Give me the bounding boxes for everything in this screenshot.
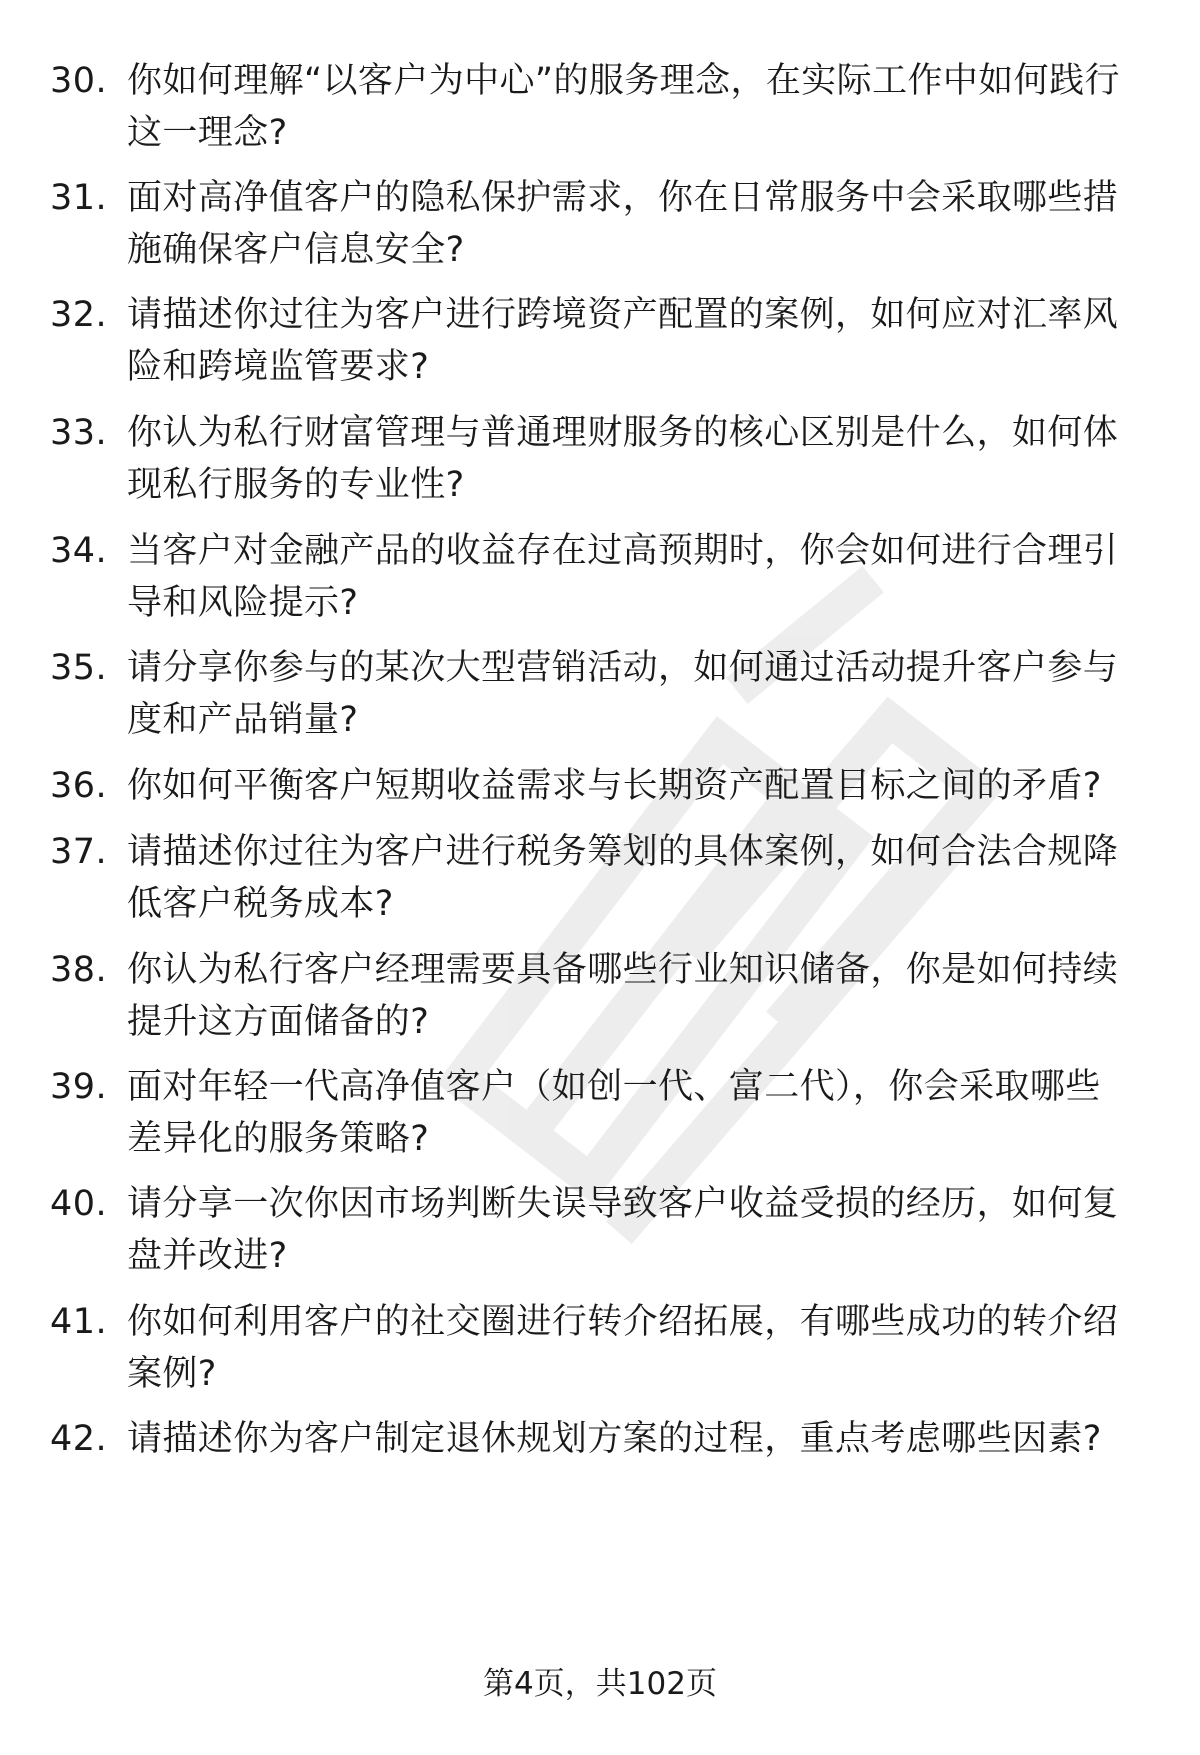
question-number: 42. bbox=[50, 1419, 108, 1459]
question-text: 你认为私行财富管理与普通理财服务的核心区别是什么，如何体现私行服务的专业性? bbox=[127, 413, 1119, 505]
question-item bbox=[50, 826, 1160, 926]
question-number: 35. bbox=[50, 648, 108, 688]
question-number: 39. bbox=[50, 1067, 108, 1107]
question-item bbox=[50, 1296, 1160, 1396]
question-number: 34. bbox=[50, 531, 108, 571]
question-item bbox=[50, 289, 1160, 389]
question-item bbox=[50, 172, 1160, 272]
question-text: 面对高净值客户的隐私保护需求，你在日常服务中会采取哪些措施确保客户信息安全? bbox=[127, 178, 1119, 270]
question-item bbox=[50, 1061, 1160, 1161]
page-footer: 第4页，共102页 bbox=[483, 1666, 717, 1702]
question-item bbox=[50, 1178, 1160, 1278]
question-item bbox=[50, 525, 1160, 625]
question-item bbox=[50, 944, 1160, 1044]
question-item bbox=[50, 55, 1160, 155]
question-number: 38. bbox=[50, 950, 108, 990]
question-text: 你认为私行客户经理需要具备哪些行业知识储备，你是如何持续提升这方面储备的? bbox=[127, 950, 1119, 1042]
question-item bbox=[50, 407, 1160, 507]
question-number: 32. bbox=[50, 295, 108, 335]
question-number: 36. bbox=[50, 766, 108, 806]
question-item bbox=[50, 642, 1160, 742]
question-number: 31. bbox=[50, 178, 108, 218]
question-item bbox=[50, 1413, 1160, 1465]
question-text: 请分享你参与的某次大型营销活动，如何通过活动提升客户参与度和产品销量? bbox=[127, 648, 1119, 740]
question-text: 你如何理解“以客户为中心”的服务理念，在实际工作中如何践行这一理念? bbox=[127, 61, 1120, 153]
question-number: 40. bbox=[50, 1184, 108, 1224]
question-number: 37. bbox=[50, 832, 108, 872]
question-text: 请分享一次你因市场判断失误导致客户收益受损的经历，如何复盘并改进? bbox=[127, 1184, 1119, 1276]
question-number: 33. bbox=[50, 413, 108, 453]
question-text: 请描述你过往为客户进行跨境资产配置的案例，如何应对汇率风险和跨境监管要求? bbox=[127, 295, 1119, 387]
question-text: 面对年轻一代高净值客户（如创一代、富二代），你会采取哪些差异化的服务策略? bbox=[127, 1067, 1101, 1159]
question-number: 30. bbox=[50, 61, 108, 101]
question-item bbox=[50, 760, 1160, 812]
question-text: 你如何利用客户的社交圈进行转介绍拓展，有哪些成功的转介绍案例? bbox=[127, 1302, 1119, 1394]
question-text: 你如何平衡客户短期收益需求与长期资产配置目标之间的矛盾? bbox=[127, 766, 1102, 806]
question-text: 请描述你过往为客户进行税务筹划的具体案例，如何合法合规降低客户税务成本? bbox=[127, 832, 1119, 924]
question-text: 请描述你为客户制定退休规划方案的过程，重点考虑哪些因素? bbox=[127, 1419, 1102, 1459]
question-number: 41. bbox=[50, 1302, 108, 1342]
question-text: 当客户对金融产品的收益存在过高预期时，你会如何进行合理引导和风险提示? bbox=[127, 531, 1119, 623]
